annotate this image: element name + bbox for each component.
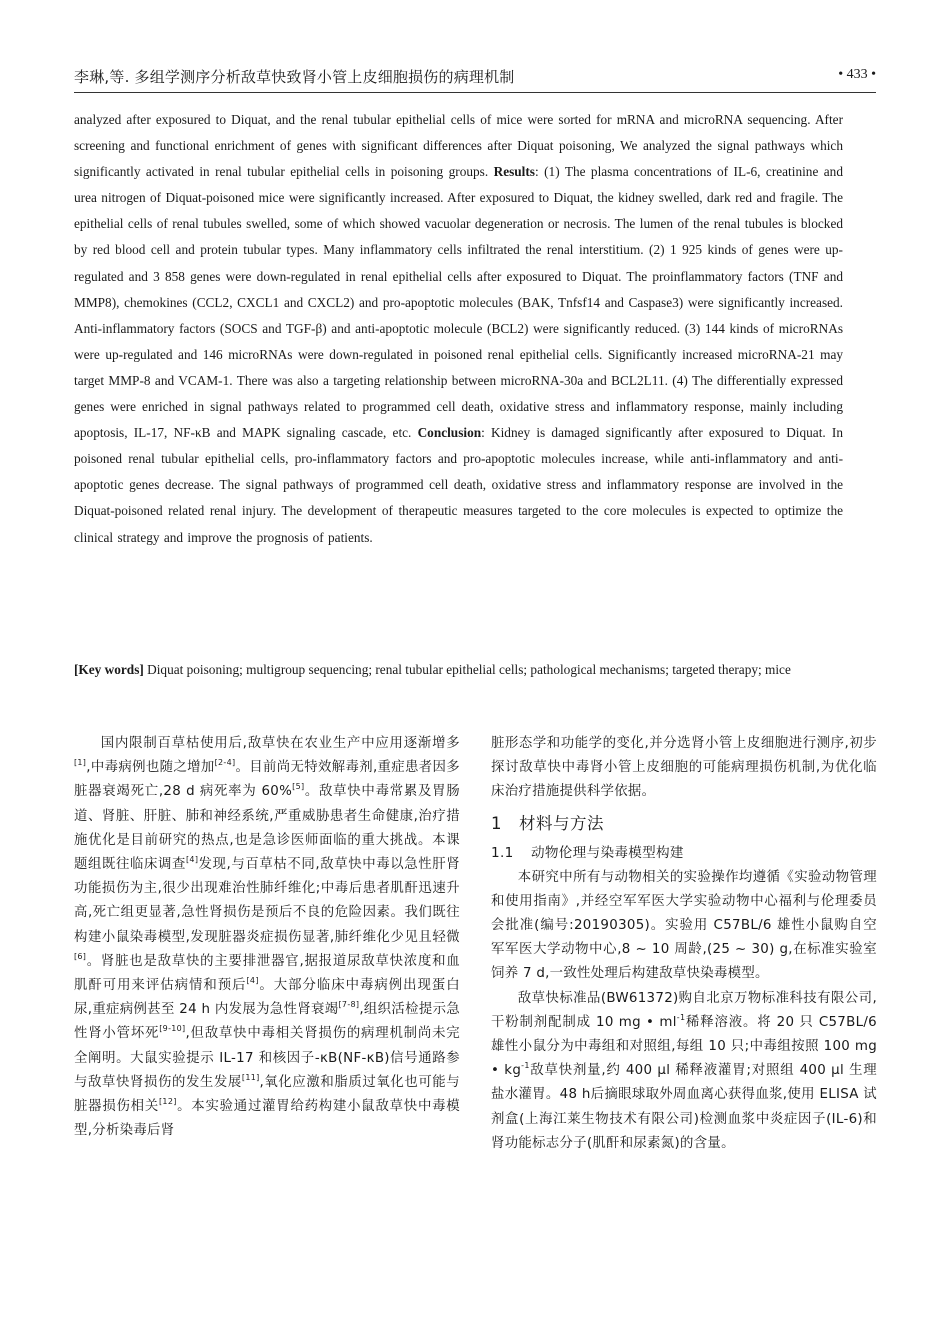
citation[interactable]: [5] [292, 782, 305, 792]
citation[interactable]: [1] [74, 758, 87, 768]
intro-text: 发现,与百草枯不同,敌草快中毒以急性肝肾功能损伤为主,很少出现难治性肺纤维化;中毒后患者肌酐迅速升高,死亡组更显著,急性肾损伤是预后不良的危险因素。我们既往构建小鼠染毒模型,发现脏器炎症损伤显著,肺纤维化少见且轻微 [74, 857, 460, 945]
english-abstract [74, 107, 843, 551]
citation[interactable]: [12] [159, 1097, 177, 1107]
running-header [74, 64, 876, 93]
citation[interactable]: [7-8] [338, 1000, 360, 1010]
page-number: • 433 • [838, 67, 876, 82]
abstract-text-2: : (1) The plasma concentrations of IL-6, creatinine and urea nitrogen of Diquat-poisoned mice were significantly increased. After exposured to Diquat, the kidney swelled, dark red and fragile. The epithelial cells of renal tubules swelled, some of which showed vacuolar degeneration or necrosis. The lumen of the renal tubules is blocked by red blood cell and protein tubular types. Many inflammatory cells infiltrated the renal interstitium. (2) 1 925 kinds of genes were up-regulated and 3 858 genes were down-regulated in renal epithelial cells after exposured to Diquat. The proinflammatory factors (TNF and MMP8), chemokines (CCL2, CXCL1 and CXCL2) and pro-apoptotic molecules (BAK, Tnfsf14 and Caspase3) were significantly increased. Anti-inflammatory factors (SOCS and TGF-β) and anti-apoptotic molecule (BCL2) were significantly reduced. (3) 144 kinds of microRNAs were up-regulated and 146 microRNAs were down-regulated in poisoned renal epithelial cells. Significantly increased microRNA-21 may target MMP-8 and VCAM-1. There was also a targeting relationship between microRNA-30a and BCL2L11. (4) The differentially expressed genes were enriched in signal pathways related to programmed cell death, oxidative stress and inflammatory response, mainly including apoptosis, IL-17, NF-κB and MAPK signaling cascade, etc. [74, 164, 843, 441]
abstract-text-3: : Kidney is damaged significantly after exposured to Diquat. In poisoned renal tubular epithelial cells, pro-inflammatory factors and pro-apoptotic molecules increase, while anti-inflammatory and anti-apoptotic genes decrease. The signal pathways of programmed cell death, oxidative stress and inflammatory response are involved in the Diquat-poisoned related renal injury. The development of therapeutic measures targeted to the core molecules is expected to optimize the clinical strategy and improve the prognosis of patients. [74, 425, 843, 545]
conclusion-label: Conclusion [417, 425, 482, 441]
keywords-label: [Key words] [74, 662, 144, 677]
keywords-block [74, 657, 843, 683]
citation[interactable]: [6] [74, 951, 87, 961]
subsection-number: 1.1 [491, 844, 514, 861]
ethics-paragraph: 本研究中所有与动物相关的实验操作均遵循《实验动物管理和使用指南》,并经空军军医大学实验动物中心福利与伦理委员会批准(编号:20190305)。实验用 C57BL/6 雄性小鼠购自空军军医大学动物中心,8 ~ 10 周龄,(25 ~ 30) g,在标准实验室饲养 7 d,一致性处理后构建敌草快染毒模型。 [491, 869, 877, 982]
citation[interactable]: [4] [246, 976, 259, 986]
left-column [74, 732, 460, 1143]
intro-continuation: 脏形态学和功能学的变化,并分选肾小管上皮细胞进行测序,初步探讨敌草快中毒肾小管上皮细胞的可能病理损伤机制,为优化临床治疗措施提供科学依据。 [491, 736, 877, 800]
intro-text: 。肾脏也是敌草快的主要排泄器官,据报道尿敌草快浓度和血肌酐可用来评估病情和预后 [74, 953, 460, 994]
intro-text: ,但敌草快中毒相关肾损伤的病理机制尚未完全阐明。大鼠实验提示 IL-17 和核因子-κB(NF-κB)信号通路参与敌草快肾损伤的发生发展 [74, 1026, 460, 1090]
subsection-heading-animal-model [491, 841, 877, 866]
section-number: 1 [491, 813, 502, 833]
intro-text: 。敌草快中毒常累及胃肠道、肾脏、肝脏、肺和神经系统,严重威胁患者生命健康,治疗措施优化是目前研究的热点,也是急诊医师面临的重大挑战。本课题组既往临床调查 [74, 784, 460, 873]
intro-text: ,氧化应激和脂质过氧化也可能与脏器损伤相关 [74, 1074, 460, 1115]
unit-superscript: -1 [521, 1061, 530, 1071]
abstract-paragraph [74, 107, 843, 551]
model-paragraph [491, 987, 877, 1156]
unit-superscript: -1 [676, 1012, 686, 1022]
section-heading-methods [491, 811, 877, 837]
citation[interactable]: [2-4] [214, 758, 236, 768]
subsection-title: 动物伦理与染毒模型构建 [531, 844, 684, 861]
intro-text: 。本实验通过灌胃给药构建小鼠敌草快中毒模型,分析染毒后肾 [74, 1099, 460, 1139]
intro-text: 。目前尚无特效解毒剂,重症患者因多脏器衰竭死亡,28 d 病死率为 60% [74, 760, 460, 800]
model-text: 稀释溶液。将 20 只 C57BL/6 雄性小鼠分为中毒组和对照组,每组 10 只;中毒组按照 100 mg • kg [491, 1014, 878, 1079]
model-text: 敌草快剂量,约 400 μl 稀释液灌胃;对照组 400 μl 生理盐水灌胃。48 h后摘眼球取外周血离心获得血浆,使用 ELISA 试剂盒(上海江莱生物技术有限公司)检测血浆中炎症因子(IL-6)和肾功能标志分子(肌酐和尿素氮)的含量。 [491, 1063, 878, 1151]
intro-text: ,中毒病例也随之增加 [86, 760, 215, 776]
header-title: 李琳,等. 多组学测序分析敌草快致肾小管上皮细胞损伤的病理机制 [74, 68, 515, 86]
citation[interactable]: [11] [241, 1072, 260, 1082]
results-label: Results [493, 164, 535, 180]
model-text: 敌草快标准品(BW61372)购自北京万物标准科技有限公司,干粉制剂配制成 10 mg • ml [491, 990, 877, 1030]
intro-text: ,组织活检提示急性肾小管坏死 [74, 1002, 461, 1042]
intro-text: 国内限制百草枯使用后,敌草快在农业生产中应用逐渐增多 [100, 736, 460, 751]
section-title: 材料与方法 [519, 813, 604, 833]
intro-text: 。大部分临床中毒病例出现蛋白尿,重症病例甚至 24 h 内发展为急性肾衰竭 [74, 978, 461, 1018]
citation[interactable]: [4] [186, 855, 199, 865]
intro-paragraph [74, 732, 460, 1143]
keywords-text: Diquat poisoning; multigroup sequencing; renal tubular epithelial cells; pathological mechanisms; targeted therapy; mice [143, 662, 791, 677]
right-column [491, 732, 877, 1156]
citation[interactable]: [9-10] [159, 1024, 186, 1034]
abstract-text-1: analyzed after exposured to Diquat, and the renal tubular epithelial cells of mice were sorted for mRNA and microRNA sequencing. After screening and functional enrichment of genes with significant differences after Diquat poisoning, We analyzed the signal pathways which significantly activated in renal tubular epithelial cells in poisoning groups. [74, 112, 843, 180]
